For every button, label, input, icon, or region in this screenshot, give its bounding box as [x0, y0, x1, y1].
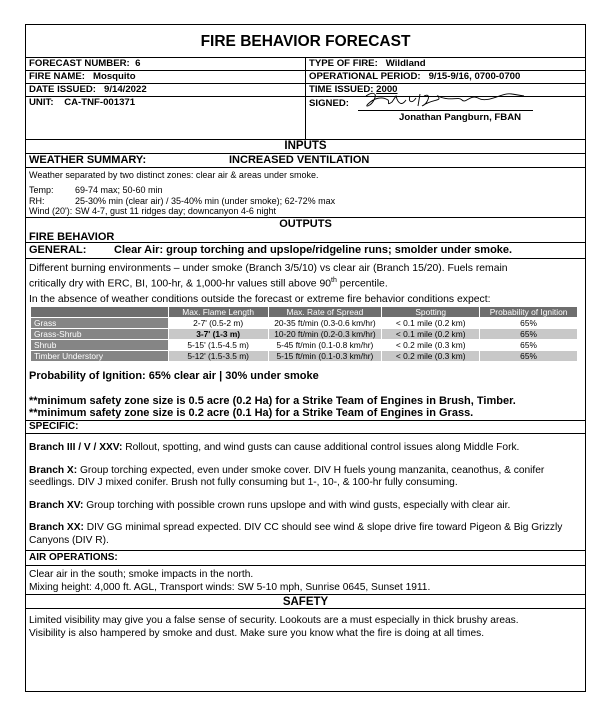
wind-value: SW 4-7, gust 11 ridges day; downcanyon 4-6 night: [75, 206, 276, 216]
environments-line-2-end: percentile.: [336, 278, 388, 290]
table-header: Probability of Ignition: [480, 307, 578, 318]
time-issued: 2000: [376, 84, 398, 95]
rate-of-spread: 5-45 ft/min (0.1-0.8 km/hr): [268, 340, 382, 351]
forecast-form: [25, 24, 586, 692]
air-operations-line-2: Mixing height: 4,000 ft. AGL, Transport winds: SW 5-10 mph, Sunrise 0645, Sunset 1911.: [29, 581, 431, 593]
probability-of-ignition: 65%: [480, 340, 578, 351]
absence-text: In the absence of weather conditions outside the forecast or extreme fire behavior conditions expect:: [29, 293, 491, 305]
outputs-heading: OUTPUTS: [279, 217, 332, 230]
general-label: GENERAL:: [29, 243, 87, 256]
fuel-type: Shrub: [31, 340, 169, 351]
fire-behavior-label: FIRE BEHAVIOR: [29, 230, 115, 243]
fire-behavior-table: [30, 306, 578, 362]
rh-label: RH:: [29, 195, 45, 206]
fuel-type: Grass: [31, 318, 169, 329]
general-row: [26, 243, 585, 259]
fuel-type: Timber Understory: [31, 351, 169, 362]
date-issued-label: DATE ISSUED:: [29, 84, 96, 95]
temp-value: 69-74 max; 50-60 min: [75, 185, 163, 195]
general-text: Clear Air: group torching and upslope/ridgeline runs; smolder under smoke.: [114, 243, 513, 256]
forecast-number: 6: [135, 58, 141, 69]
table-header: [31, 307, 169, 318]
rate-of-spread: 10-20 ft/min (0.2-0.3 km/hr): [268, 329, 382, 340]
rh-value: 25-30% min (clear air) / 35-40% min (under smoke); 62-72% max: [75, 195, 336, 206]
probability-of-ignition: 65%: [480, 318, 578, 329]
branch-name: Branch III / V / XXV:: [29, 442, 123, 454]
branch-text: Group torching expected, even under smoke cover. DIV H fuels young manzanita, ceanothus, & conifer seedlings. DIV J mixed conifer. Brush not fully consuming but 1-, 10-, & 100-hr fully consuming.: [29, 464, 545, 489]
weather-rows: [26, 185, 585, 217]
probability-of-ignition: 65%: [480, 329, 578, 340]
fire-behavior-table-wrap: [26, 306, 585, 366]
spotting: < 0.1 mile (0.2 km): [382, 329, 480, 340]
branch-name: Branch XX:: [29, 522, 84, 534]
safety-text-1: Limited visibility may give you a false sense of security. Lookouts are a must especially in thick brushy areas.: [29, 615, 519, 627]
branch-name: Branch XV:: [29, 499, 84, 511]
wind-label: Wind (20'):: [29, 206, 73, 216]
air-operations-line-1: Clear air in the south; smoke impacts in the north.: [29, 569, 254, 581]
safety-zone-1: **minimum safety zone size is 0.5 acre (0.2 Ha) for a Strike Team of Engines in Brush, Timber.: [29, 395, 516, 408]
rate-of-spread: 5-15 ft/min (0.1-0.3 km/hr): [268, 351, 382, 362]
header-row-1: [26, 58, 585, 71]
branch-item: [26, 442, 585, 455]
forecast-number-label: FORECAST NUMBER:: [29, 58, 130, 69]
table-row: [31, 351, 578, 362]
operational-period-label: OPERATIONAL PERIOD:: [309, 71, 421, 82]
specific-label: SPECIFIC:: [26, 420, 585, 434]
flame-length: 3-7' (1-3 m): [168, 329, 268, 340]
branch-name: Branch X:: [29, 464, 78, 476]
fuel-type: Grass-Shrub: [31, 329, 169, 340]
table-row: [31, 318, 578, 329]
environments-line-1: Different burning environments – under smoke (Branch 3/5/10) vs clear air (Branch 15/20). Fuels remain: [29, 262, 508, 274]
spotting: < 0.1 mile (0.2 km): [382, 318, 480, 329]
table-header: Max. Rate of Spread: [268, 307, 382, 318]
weather-summary: INCREASED VENTILATION: [229, 154, 370, 166]
time-issued-label: TIME ISSUED:: [309, 84, 374, 95]
fire-name: Mosquito: [92, 71, 136, 82]
temp-label: Temp:: [29, 185, 54, 195]
table-header: Max. Flame Length: [168, 307, 268, 318]
weather-summary-label: WEATHER SUMMARY:: [29, 154, 147, 166]
header-row-2: [26, 71, 585, 84]
environments-line-2: critically dry with ERC, BI, 100-hr, & 1,000-hr values still above 90: [29, 278, 332, 290]
safety-heading: SAFETY: [26, 594, 585, 609]
table-header: Spotting: [382, 307, 480, 318]
spotting: < 0.2 mile (0.3 km): [382, 351, 480, 362]
table-header-row: [31, 307, 578, 318]
header-row-4: [26, 97, 585, 140]
date-issued: 9/14/2022: [103, 84, 147, 95]
signed-label: SIGNED:: [309, 98, 349, 109]
spotting: < 0.2 mile (0.3 km): [382, 340, 480, 351]
branch-text: Rollout, spotting, and wind gusts can cause additional control issues along Middle Fork.: [122, 442, 520, 454]
branch-item: [26, 465, 585, 490]
type-of-fire: Wildland: [385, 58, 426, 69]
table-row: [31, 329, 578, 340]
branch-item: [26, 522, 585, 547]
probability-of-ignition: 65%: [480, 351, 578, 362]
inputs-heading: INPUTS: [26, 140, 585, 154]
weather-summary-header: [26, 154, 585, 168]
type-of-fire-label: TYPE OF FIRE:: [309, 58, 378, 69]
safety-zone-2: **minimum safety zone size is 0.2 acre (0.1 Ha) for a Strike Team of Engines in Grass.: [29, 407, 474, 420]
table-row: [31, 340, 578, 351]
unit: CA-TNF-001371: [64, 97, 136, 108]
branch-text: Group torching with possible crown runs upslope and with wind gusts, especially with clear air.: [83, 499, 511, 511]
signer-name: Jonathan Pangburn, FBAN: [399, 112, 522, 123]
page-title: FIRE BEHAVIOR FORECAST: [26, 25, 585, 58]
flame-length: 2-7' (0.5-2 m): [168, 318, 268, 329]
flame-length: 5-15' (1.5-4.5 m): [168, 340, 268, 351]
operational-period: 9/15-9/16, 0700-0700: [428, 71, 521, 82]
outputs-header: [26, 217, 585, 243]
air-operations-label: AIR OPERATIONS:: [26, 550, 585, 566]
branch-item: [26, 500, 585, 513]
branch-text: DIV GG minimal spread expected. DIV CC should see wind & slope drive fire toward Pigeon & Big Grizzly Canyons (DIV R).: [29, 522, 563, 546]
rate-of-spread: 20-35 ft/min (0.3-0.6 km/hr): [268, 318, 382, 329]
unit-label: UNIT:: [29, 97, 54, 108]
fire-name-label: FIRE NAME:: [29, 71, 85, 82]
probability-of-ignition-text: Probability of Ignition: 65% clear air | 30% under smoke: [29, 370, 319, 383]
zones-text: Weather separated by two distinct zones: clear air & areas under smoke.: [29, 170, 319, 180]
percentile-superscript: th: [331, 277, 337, 284]
flame-length: 5-12' (1.5-3.5 m): [168, 351, 268, 362]
environments-text: [26, 263, 585, 291]
safety-text-2: Visibility is also hampered by smoke and dust. Make sure you know what the fire is doing at all times.: [29, 627, 485, 639]
